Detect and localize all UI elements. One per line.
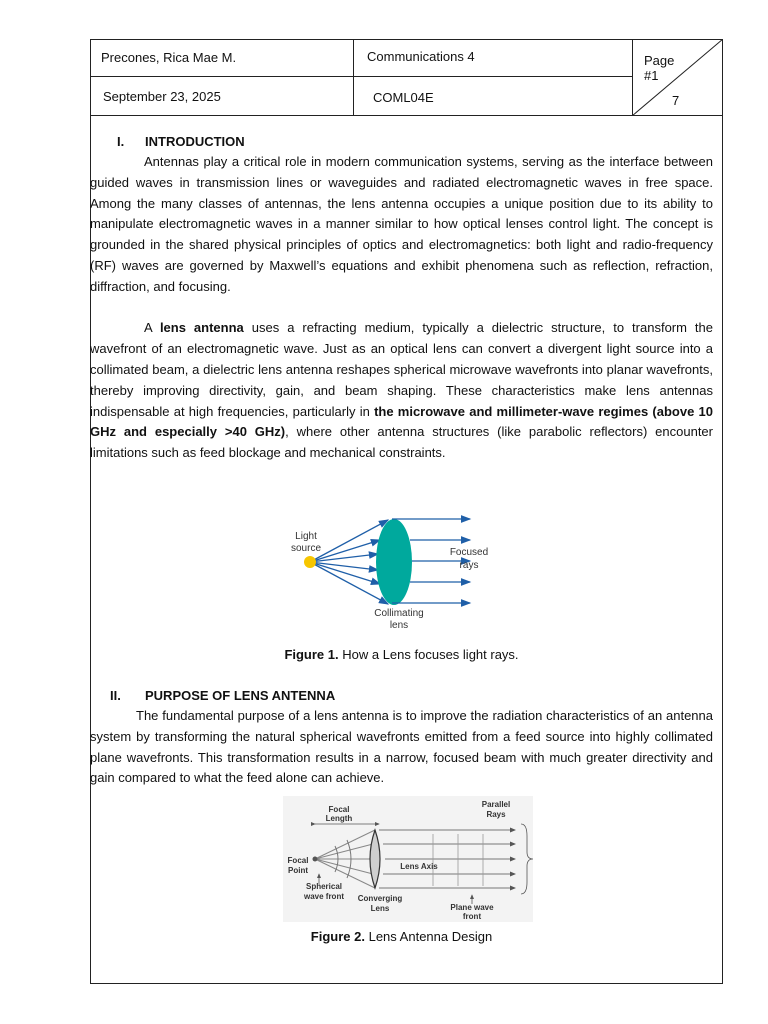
focal-point-dot	[313, 857, 318, 862]
label-spherical-2: wave front	[303, 892, 345, 901]
page-label: Page	[644, 53, 675, 68]
figure-2-diagram	[283, 796, 533, 922]
section-2-title: PURPOSE OF LENS ANTENNA	[145, 688, 336, 703]
label-parallel-2: Rays	[486, 810, 506, 819]
label-plane-1: Plane wave	[450, 903, 494, 912]
figure-2-caption-text: Lens Antenna Design	[364, 929, 493, 944]
header-row-line	[90, 76, 632, 77]
figure-1-caption	[90, 647, 713, 662]
para2-bold-lens-antenna: lens antenna	[159, 320, 244, 336]
figure-2-caption	[90, 929, 713, 944]
section-1-title: INTRODUCTION	[145, 134, 245, 149]
header-divider-1	[353, 39, 354, 115]
label-parallel-1: Parallel	[481, 800, 511, 809]
author-name: Precones, Rica Mae M.	[101, 50, 237, 65]
label-plane-2: front	[462, 912, 482, 921]
course-code: COML04E	[373, 90, 434, 105]
para2-text-a: A	[144, 320, 160, 336]
page-number: #1	[644, 68, 659, 83]
para2-text-e: , where other antenna structures (like parabolic reflectors) encounter limitations such as feed blockage and mechanical constraints.	[90, 424, 713, 461]
label-lens-axis: Lens Axis	[400, 862, 438, 871]
section-1-body	[90, 152, 713, 464]
paragraph-spacer	[90, 298, 713, 319]
label-converging-1: Converging	[357, 894, 403, 903]
label-collimating: Collimating	[374, 608, 424, 619]
section-1-numeral: I.	[117, 134, 125, 149]
label-focal-point-1: Focal	[287, 856, 309, 865]
label-converging-2: Lens	[370, 904, 390, 913]
section-2-numeral: II.	[110, 688, 121, 703]
label-focal-length-2: Length	[325, 814, 353, 823]
purpose-paragraph: The fundamental purpose of a lens antenna is to improve the radiation characteristics of an antenna system by transforming the natural spherical wavefronts emitted from a feed source into highly collimated plane wavefronts. This transformation results in a narrow, focused beam with much greater directivity and gain compared to what the feed alone can achieve.	[90, 708, 713, 786]
collimating-lens	[376, 519, 412, 605]
intro-paragraph-2	[90, 318, 713, 464]
para2-bold-regimes: the microwave and millimeter-wave regimes (above 10 GHz and especially >40 GHz)	[90, 403, 713, 440]
light-source-dot	[304, 556, 316, 568]
label-focused: Focused	[449, 547, 489, 558]
figure-1-diagram	[280, 510, 500, 635]
para2-text-c: uses a refracting medium, typically a dielectric structure, to transform the wavefront of an electromagnetic wave. Just as an optical lens can convert a divergent light source into a collimated beam, a dielectric lens antenna reshapes spherical microwave wavefronts into planar wavefronts, thereby improving directivity, gain, and beam shaping. These characteristics make lens antennas indispensable at high frequencies, particularly in	[90, 320, 714, 419]
label-spherical-1: Spherical	[305, 882, 343, 891]
section-2-body	[90, 706, 713, 789]
total-pages: 7	[672, 93, 680, 108]
course-name: Communications 4	[367, 49, 475, 64]
label-source: source	[290, 543, 322, 554]
label-lens: lens	[389, 620, 409, 631]
label-light: Light	[295, 531, 317, 542]
label-focal-length-1: Focal	[328, 805, 350, 814]
figure-2-caption-label: Figure 2.	[310, 929, 365, 944]
label-focal-point-2: Point	[288, 866, 308, 875]
figure-1-caption-text: How a Lens focuses light rays.	[338, 647, 519, 662]
label-rays: rays	[459, 560, 479, 571]
figure-1-caption-label: Figure 1.	[284, 647, 339, 662]
header-bottom-line	[90, 115, 723, 116]
document-date: September 23, 2025	[103, 89, 221, 104]
intro-paragraph-1: Antennas play a critical role in modern communication systems, serving as the interface between guided waves in transmission lines or waveguides and radiated electromagnetic waves in free space. Among the many classes of antennas, the lens antenna occupies a unique position due to its ability to manipulate electromagnetic waves in a manner similar to how optical lenses control light. The concept is grounded in the shared physical principles of optics and electromagnetics: both light and radio-frequency (RF) waves are governed by Maxwell’s equations and exhibit phenomena such as reflection, refraction, diffraction, and focusing.	[90, 154, 713, 294]
